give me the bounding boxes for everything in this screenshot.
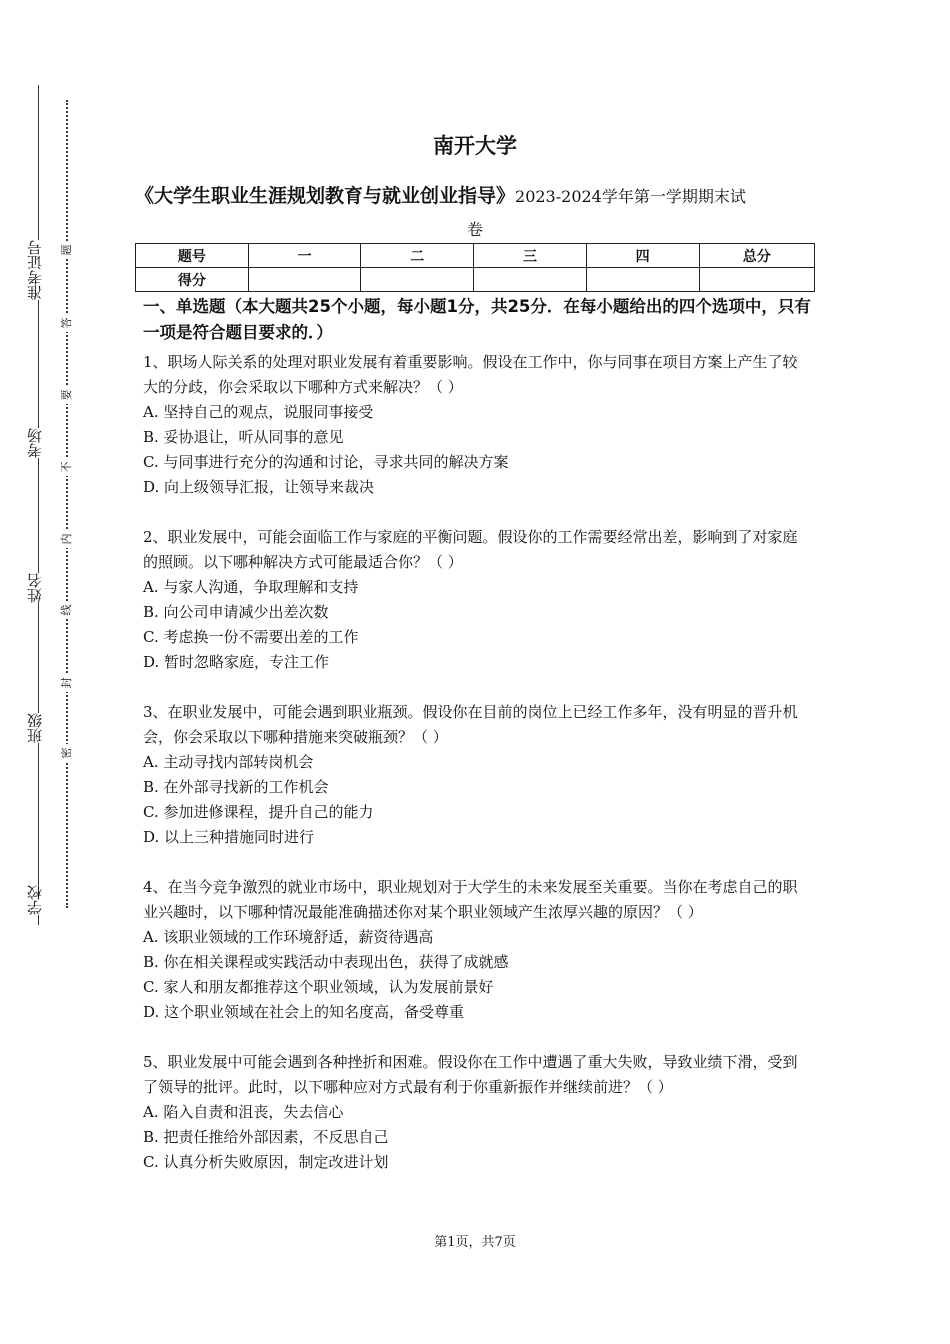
seal-char: 线 — [60, 601, 74, 619]
binding-margin — [0, 0, 110, 1344]
question-5 — [143, 1050, 811, 1175]
exam-title — [135, 178, 815, 245]
student-name-label: 姓名 — [22, 573, 48, 603]
section-title: 一、单选题（本大题共25个小题，每小题1分，共25分．在每小题给出的四个选项中，只有一项是符合题目要求的．） — [143, 297, 811, 342]
exam-room-label: 考场 — [22, 428, 48, 458]
score-header-cell: 二 — [361, 244, 474, 268]
page-footer: 第1页，共7页 — [434, 1235, 516, 1250]
option-c: C. 家人和朋友都推荐这个职业领域，认为发展前景好 — [143, 978, 494, 996]
score-header-cell: 三 — [474, 244, 587, 268]
score-header-cell: 一 — [248, 244, 361, 268]
score-table-score-row — [136, 268, 815, 292]
term-text: 2023-2024学年第一学期期末试 — [515, 187, 746, 206]
seal-char: 题 — [60, 241, 74, 259]
question-4 — [143, 875, 811, 1025]
score-header-cell: 总分 — [699, 244, 814, 268]
score-cell[interactable] — [361, 268, 474, 292]
seal-char: 密 — [60, 744, 74, 762]
option-c: C. 与同事进行充分的沟通和讨论，寻求共同的解决方案 — [143, 453, 509, 471]
course-name: 《大学生职业生涯规划教育与就业创业指导》 — [135, 185, 516, 207]
seal-char: 不 — [60, 458, 74, 476]
question-stem: 4、在当今竞争激烈的就业市场中，职业规划对于大学生的未来发展至关重要。当你在考虑自己的职业兴趣时，以下哪种情况最能准确描述你对某个职业领域产生浓厚兴趣的原因？（ ） — [143, 878, 798, 921]
option-c: C. 参加进修课程，提升自己的能力 — [143, 803, 374, 821]
seal-char: 答 — [60, 314, 74, 332]
question-3 — [143, 700, 811, 850]
question-stem: 5、职业发展中可能会遇到各种挫折和困难。假设你在工作中遭遇了重大失败，导致业绩下滑，受到了领导的批评。此时，以下哪种应对方式最有利于你重新振作并继续前进？（ ） — [143, 1053, 798, 1096]
option-b: B. 向公司申请减少出差次数 — [143, 603, 329, 621]
option-a: A. 主动寻找内部转岗机会 — [143, 753, 314, 771]
option-b: B. 你在相关课程或实践活动中表现出色，获得了成就感 — [143, 953, 509, 971]
score-cell[interactable] — [474, 268, 587, 292]
option-c: C. 考虑换一份不需要出差的工作 — [143, 628, 359, 646]
score-cell[interactable] — [699, 268, 814, 292]
score-row-label: 得分 — [136, 268, 249, 292]
option-a: A. 陷入自责和沮丧，失去信心 — [143, 1103, 344, 1121]
option-a: A. 坚持自己的观点，说服同事接受 — [143, 403, 374, 421]
binding-solid-line — [38, 85, 39, 925]
option-b: B. 在外部寻找新的工作机会 — [143, 778, 329, 796]
question-stem: 3、在职业发展中，可能会遇到职业瓶颈。假设你在目前的岗位上已经工作多年，没有明显的晋升机会，你会采取以下哪种措施来突破瓶颈？（ ） — [143, 703, 798, 746]
score-header-cell: 题号 — [136, 244, 249, 268]
term-text-continued: 卷 — [466, 220, 483, 239]
score-table-header-row — [136, 244, 815, 268]
question-2 — [143, 525, 811, 675]
option-d: D. 这个职业领域在社会上的知名度高，备受尊重 — [143, 1003, 465, 1021]
class-label: 班级 — [22, 713, 48, 743]
score-cell[interactable] — [586, 268, 699, 292]
question-1 — [143, 350, 811, 500]
option-a: A. 与家人沟通，争取理解和支持 — [143, 578, 359, 596]
score-cell[interactable] — [248, 268, 361, 292]
school-label: 学校 — [22, 885, 48, 915]
option-c: C. 认真分析失败原因，制定改进计划 — [143, 1153, 389, 1171]
question-stem: 2、职业发展中，可能会面临工作与家庭的平衡问题。假设你的工作需要经常出差，影响到了对家庭的照顾。以下哪种解决方式可能最适合你？（ ） — [143, 528, 798, 571]
score-table — [135, 243, 815, 292]
question-content — [143, 294, 811, 1200]
option-d: D. 暂时忽略家庭，专注工作 — [143, 653, 330, 671]
option-d: D. 向上级领导汇报，让领导来裁决 — [143, 478, 375, 496]
option-d: D. 以上三种措施同时进行 — [143, 828, 315, 846]
seal-dotted-line — [66, 100, 68, 908]
question-stem: 1、职场人际关系的处理对职业发展有着重要影响。假设在工作中，你与同事在项目方案上产生了较大的分歧，你会采取以下哪种方式来解决？（ ） — [143, 353, 798, 396]
seal-char: 要 — [60, 386, 74, 404]
seal-char: 封 — [60, 674, 74, 692]
score-header-cell: 四 — [586, 244, 699, 268]
seal-char: 内 — [60, 530, 74, 548]
exam-number-label: 准考证号 — [22, 240, 48, 300]
school-title: 南开大学 — [433, 134, 517, 158]
option-a: A. 该职业领域的工作环境舒适，薪资待遇高 — [143, 928, 434, 946]
option-b: B. 妥协退让，听从同事的意见 — [143, 428, 344, 446]
option-b: B. 把责任推给外部因素，不反思自己 — [143, 1128, 389, 1146]
